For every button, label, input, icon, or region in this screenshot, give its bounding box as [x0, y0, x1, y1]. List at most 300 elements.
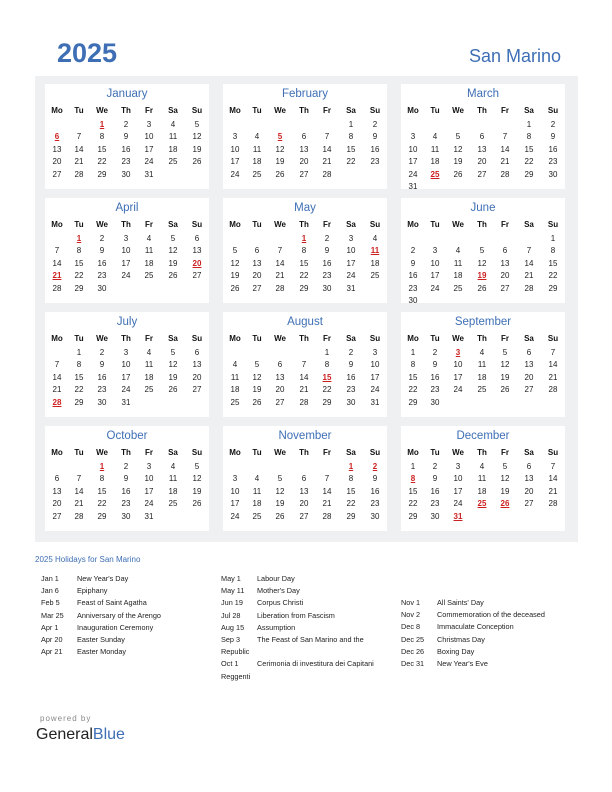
- calendar-day: 24: [370, 385, 380, 395]
- calendar-day: 10: [230, 486, 240, 496]
- holiday-day: 1: [99, 462, 105, 471]
- calendar-day: 7: [550, 348, 556, 357]
- calendar-day: 22: [97, 499, 107, 509]
- calendar-day: 9: [372, 474, 378, 484]
- month-title: February: [281, 88, 329, 100]
- calendar-day: 10: [453, 474, 463, 484]
- month-december: [401, 426, 565, 531]
- calendar-day: 16: [408, 271, 418, 281]
- calendar-day: 2: [372, 120, 378, 129]
- month-june: [401, 198, 565, 303]
- calendar-day: 30: [548, 169, 558, 179]
- holiday-date: May 1: [221, 574, 241, 583]
- calendar-day: 18: [252, 499, 262, 509]
- calendar-day: 2: [410, 246, 416, 256]
- calendar-day: 23: [97, 271, 107, 281]
- holiday-day: 25: [477, 499, 487, 509]
- calendar-day: 22: [548, 271, 558, 281]
- calendar-day: 11: [168, 132, 178, 142]
- calendar-day: 18: [230, 385, 240, 395]
- calendar-day: 25: [144, 271, 154, 281]
- calendar-day: 7: [502, 132, 508, 142]
- calendar-day: 19: [168, 372, 178, 382]
- calendar-day: 17: [453, 372, 463, 382]
- weekday-header: Su: [369, 448, 381, 457]
- calendar-day: 28: [548, 385, 558, 395]
- calendar-day: 15: [74, 258, 84, 268]
- weekday-header: Su: [547, 448, 559, 457]
- calendar-day: 7: [301, 360, 307, 370]
- holiday-row: [221, 659, 396, 671]
- calendar-day: 28: [500, 169, 510, 179]
- calendar-day: 25: [168, 157, 178, 167]
- calendar-day: 24: [230, 169, 240, 179]
- calendar-day: 29: [322, 397, 332, 407]
- calendar-day: 25: [477, 385, 487, 395]
- holiday-name: Easter Monday: [77, 647, 127, 657]
- calendar-day: 14: [548, 360, 558, 370]
- weekday-header: Fr: [145, 334, 153, 343]
- weekday-header: We: [274, 334, 286, 343]
- calendar-day: 9: [348, 360, 354, 370]
- calendar-day: 17: [121, 258, 131, 268]
- calendar-day: 17: [370, 372, 380, 382]
- calendar-day: 19: [192, 486, 202, 496]
- calendar-day: 20: [52, 157, 62, 167]
- calendar-day: 21: [74, 499, 84, 509]
- weekday-header: Su: [191, 106, 203, 115]
- calendar-day: 28: [322, 511, 332, 521]
- calendar-day: 4: [232, 360, 238, 370]
- calendar-day: 25: [252, 169, 262, 179]
- holiday-date: Sep 3: [221, 634, 241, 644]
- calendar-day: 18: [144, 258, 154, 268]
- weekday-header: Su: [547, 334, 559, 343]
- calendar-day: 9: [550, 132, 556, 142]
- calendar-day: 12: [275, 486, 285, 496]
- calendar-day: 13: [299, 144, 309, 154]
- holiday-row: [41, 623, 216, 635]
- weekday-header: Fr: [145, 448, 153, 457]
- calendar-day: 9: [324, 246, 330, 256]
- calendar-day: 3: [348, 234, 354, 243]
- weekday-header: Sa: [346, 448, 356, 457]
- calendar-day: 20: [524, 372, 534, 382]
- weekday-header: Sa: [346, 220, 356, 229]
- weekday-header: We: [452, 334, 464, 343]
- calendar-day: 9: [432, 360, 438, 370]
- holiday-name: Easter Sunday: [77, 634, 125, 644]
- weekday-header: Fr: [145, 106, 153, 115]
- calendar-day: 26: [275, 169, 285, 179]
- calendar-day: 19: [252, 385, 262, 395]
- month-title: March: [467, 88, 499, 100]
- holiday-name: Immaculate Conception: [437, 622, 514, 632]
- calendar-day: 8: [526, 132, 532, 142]
- calendar-day: 27: [477, 169, 487, 179]
- weekday-header: Su: [191, 334, 203, 343]
- holiday-day: 19: [477, 271, 487, 281]
- calendar-day: 2: [123, 120, 129, 129]
- calendar-day: 3: [232, 474, 238, 484]
- calendar-day: 23: [430, 385, 440, 395]
- calendar-day: 10: [121, 246, 131, 256]
- weekday-header: Th: [121, 334, 131, 343]
- calendar-day: 14: [322, 486, 332, 496]
- calendar-day: 16: [97, 372, 107, 382]
- holiday-date: Aug 15: [221, 622, 245, 632]
- calendar-day: 29: [97, 169, 107, 179]
- calendar-day: 29: [524, 169, 534, 179]
- calendar-day: 17: [144, 144, 154, 154]
- calendar-day: 27: [52, 169, 62, 179]
- calendar-day: 5: [170, 348, 176, 357]
- calendar-day: 27: [252, 283, 262, 293]
- weekday-header: Mo: [51, 106, 63, 115]
- calendar-day: 23: [548, 157, 558, 167]
- calendar-day: 6: [254, 246, 260, 256]
- calendar-day: 11: [144, 246, 154, 256]
- calendar-day: 19: [230, 271, 240, 281]
- calendar-day: 26: [168, 271, 178, 281]
- calendar-day: 26: [230, 283, 240, 293]
- calendar-day: 7: [324, 132, 330, 142]
- calendar-day: 11: [252, 144, 262, 154]
- calendar-day: 25: [370, 271, 380, 281]
- weekday-header: Fr: [501, 448, 509, 457]
- weekday-header: Mo: [229, 334, 241, 343]
- calendar-day: 21: [548, 486, 558, 496]
- holiday-name: Anniversary of the Arengo: [77, 610, 161, 620]
- holiday-name: Mother's Day: [257, 586, 300, 596]
- weekday-header: Sa: [524, 448, 534, 457]
- calendar-day: 30: [408, 296, 418, 305]
- calendar-day: 22: [97, 157, 107, 167]
- holiday-day: 1: [76, 234, 82, 243]
- calendar-day: 16: [121, 486, 131, 496]
- weekday-header: Th: [299, 106, 309, 115]
- weekday-header: Sa: [524, 334, 534, 343]
- calendar-day: 30: [121, 169, 131, 179]
- calendar-day: 15: [524, 144, 534, 154]
- calendar-day: 30: [121, 511, 131, 521]
- calendar-day: 12: [500, 474, 510, 484]
- month-title: September: [454, 316, 512, 328]
- calendar-day: 4: [170, 120, 176, 129]
- calendar-day: 31: [121, 397, 131, 407]
- calendar-day: 9: [410, 258, 416, 268]
- calendar-day: 4: [479, 462, 485, 471]
- holiday-name: New Year's Day: [77, 574, 129, 583]
- weekday-header: Th: [477, 334, 487, 343]
- calendar-day: 18: [477, 486, 487, 496]
- calendar-day: 14: [52, 372, 62, 382]
- weekday-header: Tu: [252, 448, 262, 457]
- year-title: 2025: [57, 38, 118, 68]
- calendar-day: 22: [346, 157, 356, 167]
- month-title: December: [456, 430, 510, 442]
- calendar-day: 30: [430, 511, 440, 521]
- weekday-header: Su: [191, 448, 203, 457]
- calendar-day: 24: [453, 499, 463, 509]
- month-september: [401, 312, 565, 417]
- calendar-day: 21: [52, 385, 62, 395]
- calendar-day: 16: [322, 258, 332, 268]
- holiday-date: Apr 20: [41, 634, 63, 644]
- powered-by: powered by: [40, 714, 92, 723]
- calendar-day: 12: [192, 132, 202, 142]
- weekday-header: Sa: [346, 106, 356, 115]
- calendar-day: 20: [299, 499, 309, 509]
- calendar-day: 28: [275, 283, 285, 293]
- calendar-day: 1: [324, 348, 330, 357]
- calendar-day: 24: [144, 499, 154, 509]
- holiday-date: Oct 1: [221, 659, 239, 669]
- calendar-day: 10: [346, 246, 356, 256]
- month-title: January: [106, 88, 148, 100]
- month-july: [45, 312, 209, 417]
- calendar-day: 25: [230, 397, 240, 407]
- weekday-header: Mo: [407, 448, 419, 457]
- weekday-header: Th: [477, 220, 487, 229]
- holiday-row: [41, 635, 216, 647]
- holiday-date: Nov 1: [401, 598, 421, 607]
- calendar-day: 23: [408, 283, 418, 293]
- calendar-day: 27: [192, 271, 202, 281]
- holiday-date: Dec 31: [401, 658, 425, 668]
- weekday-header: We: [452, 448, 464, 457]
- weekday-header: Fr: [323, 448, 331, 457]
- holiday-row: [401, 635, 576, 647]
- weekday-header: Tu: [430, 448, 440, 457]
- calendar-day: 31: [346, 283, 356, 293]
- calendar-day: 7: [324, 474, 330, 484]
- calendar-day: 16: [370, 144, 380, 154]
- calendar-grid: [35, 76, 578, 542]
- calendar-day: 11: [477, 360, 487, 370]
- calendar-day: 28: [322, 169, 332, 179]
- calendar-day: 18: [370, 258, 380, 268]
- calendar-day: 4: [432, 132, 438, 142]
- calendar-day: 6: [301, 132, 307, 142]
- calendar-day: 10: [230, 144, 240, 154]
- holiday-date: Dec 25: [401, 634, 425, 644]
- calendar-day: 9: [123, 474, 129, 484]
- holiday-date: Jun 19: [221, 598, 243, 608]
- calendar-day: 5: [232, 246, 238, 256]
- calendar-day: 17: [121, 372, 131, 382]
- holiday-column: [41, 574, 216, 659]
- weekday-header: Sa: [524, 106, 534, 115]
- weekday-header: Fr: [323, 220, 331, 229]
- holiday-name: Labour Day: [257, 574, 295, 583]
- calendar-day: 22: [299, 271, 309, 281]
- weekday-header: Sa: [168, 220, 178, 229]
- weekday-header: Su: [369, 106, 381, 115]
- holiday-row: [221, 623, 396, 635]
- calendar-day: 10: [430, 258, 440, 268]
- calendar-day: 3: [232, 132, 238, 142]
- calendar-day: 7: [54, 246, 60, 256]
- calendar-day: 3: [146, 120, 152, 129]
- weekday-header: We: [96, 106, 108, 115]
- calendar-day: 18: [430, 157, 440, 167]
- month-title: June: [470, 202, 496, 214]
- calendar-day: 6: [277, 360, 283, 370]
- calendar-day: 7: [76, 132, 82, 142]
- weekday-header: Su: [547, 106, 559, 115]
- calendar-day: 27: [52, 511, 62, 521]
- calendar-day: 20: [252, 271, 262, 281]
- calendar-day: 13: [52, 486, 62, 496]
- calendar-day: 16: [346, 372, 356, 382]
- calendar-day: 15: [74, 372, 84, 382]
- calendar-day: 28: [74, 169, 84, 179]
- calendar-day: 1: [410, 348, 416, 357]
- calendar-day: 6: [194, 234, 200, 243]
- calendar-day: 9: [372, 132, 378, 142]
- calendar-day: 30: [370, 511, 380, 521]
- calendar-day: 12: [453, 144, 463, 154]
- holiday-name: Commemoration of the deceased: [437, 610, 545, 620]
- calendar-day: 6: [526, 348, 532, 357]
- calendar-day: 18: [252, 157, 262, 167]
- calendar-day: 10: [144, 474, 154, 484]
- calendar-day: 3: [432, 246, 438, 256]
- calendar-day: 8: [76, 246, 82, 256]
- holiday-date: Mar 25: [41, 610, 64, 620]
- holiday-row: [41, 574, 216, 586]
- calendar-day: 13: [500, 258, 510, 268]
- calendar-day: 2: [550, 120, 556, 129]
- calendar-day: 24: [121, 385, 131, 395]
- holiday-row: [41, 611, 216, 623]
- calendar-day: 9: [99, 360, 105, 370]
- weekday-header: Tu: [252, 106, 262, 115]
- weekday-header: We: [96, 334, 108, 343]
- month-title: October: [106, 430, 148, 442]
- calendar-day: 16: [430, 486, 440, 496]
- calendar-day: 25: [144, 385, 154, 395]
- calendar-day: 10: [121, 360, 131, 370]
- calendar-day: 14: [299, 372, 309, 382]
- calendar-day: 20: [299, 157, 309, 167]
- calendar-day: 22: [408, 499, 418, 509]
- weekday-header: Su: [369, 334, 381, 343]
- brand-general: General: [36, 726, 93, 743]
- calendar-day: 4: [146, 348, 152, 357]
- weekday-header: Fr: [501, 106, 509, 115]
- holiday-row: [401, 647, 576, 659]
- calendar-day: 12: [477, 258, 487, 268]
- calendar-day: 24: [121, 271, 131, 281]
- weekday-header: Fr: [323, 106, 331, 115]
- calendar-day: 13: [477, 144, 487, 154]
- weekday-header: Mo: [407, 334, 419, 343]
- calendar-day: 2: [432, 348, 438, 357]
- calendar-day: 16: [548, 144, 558, 154]
- calendar-day: 20: [192, 372, 202, 382]
- calendar-day: 24: [430, 283, 440, 293]
- weekday-header: Fr: [501, 334, 509, 343]
- holiday-row: [221, 598, 396, 610]
- weekday-header: Mo: [51, 220, 63, 229]
- weekday-header: Mo: [229, 106, 241, 115]
- calendar-day: 1: [526, 120, 532, 129]
- weekday-header: Tu: [430, 220, 440, 229]
- calendar-day: 6: [502, 246, 508, 256]
- calendar-day: 19: [500, 486, 510, 496]
- calendar-day: 24: [346, 271, 356, 281]
- calendar-day: 26: [192, 157, 202, 167]
- weekday-header: Tu: [252, 220, 262, 229]
- calendar-day: 26: [168, 385, 178, 395]
- weekday-header: Th: [477, 448, 487, 457]
- holiday-name: The Feast of San Marino and the: [257, 634, 364, 644]
- weekday-header: Tu: [74, 106, 84, 115]
- calendar-day: 12: [168, 360, 178, 370]
- calendar-day: 20: [500, 271, 510, 281]
- calendar-day: 12: [500, 360, 510, 370]
- calendar-day: 26: [192, 499, 202, 509]
- weekday-header: We: [274, 448, 286, 457]
- calendar-day: 15: [548, 258, 558, 268]
- holiday-row: [221, 574, 396, 586]
- holiday-day: 31: [453, 511, 463, 521]
- calendar-day: 5: [254, 360, 260, 370]
- calendar-day: 29: [408, 397, 418, 407]
- calendar-day: 31: [144, 169, 154, 179]
- weekday-header: Tu: [74, 220, 84, 229]
- calendar-day: 11: [144, 360, 154, 370]
- month-title: August: [287, 316, 323, 328]
- holiday-day: 3: [455, 348, 461, 357]
- holiday-day: 6: [54, 132, 60, 142]
- calendar-day: 24: [230, 511, 240, 521]
- calendar-day: 3: [372, 348, 378, 357]
- weekday-header: We: [274, 220, 286, 229]
- weekday-header: Sa: [168, 448, 178, 457]
- calendar-day: 24: [408, 169, 418, 179]
- calendar-day: 13: [299, 486, 309, 496]
- month-may: [223, 198, 387, 303]
- holiday-row: [41, 598, 216, 610]
- month-april: [45, 198, 209, 303]
- holiday-row: [401, 659, 576, 671]
- calendar-day: 5: [277, 474, 283, 484]
- calendar-day: 28: [74, 511, 84, 521]
- weekday-header: We: [274, 106, 286, 115]
- calendar-day: 14: [74, 144, 84, 154]
- calendar-day: 2: [99, 234, 105, 243]
- weekday-header: Su: [547, 220, 559, 229]
- holiday-column: [401, 598, 576, 671]
- calendar-day: 1: [410, 462, 416, 471]
- calendar-day: 3: [123, 348, 129, 357]
- calendar-day: 22: [524, 157, 534, 167]
- calendar-day: 17: [346, 258, 356, 268]
- weekday-header: Sa: [346, 334, 356, 343]
- weekday-header: Tu: [74, 334, 84, 343]
- calendar-day: 2: [432, 462, 438, 471]
- calendar-day: 21: [299, 385, 309, 395]
- calendar-day: 21: [548, 372, 558, 382]
- calendar-day: 4: [479, 348, 485, 357]
- calendar-day: 31: [408, 182, 418, 191]
- calendar-day: 6: [526, 462, 532, 471]
- country-title: San Marino: [468, 46, 561, 66]
- calendar-day: 27: [299, 511, 309, 521]
